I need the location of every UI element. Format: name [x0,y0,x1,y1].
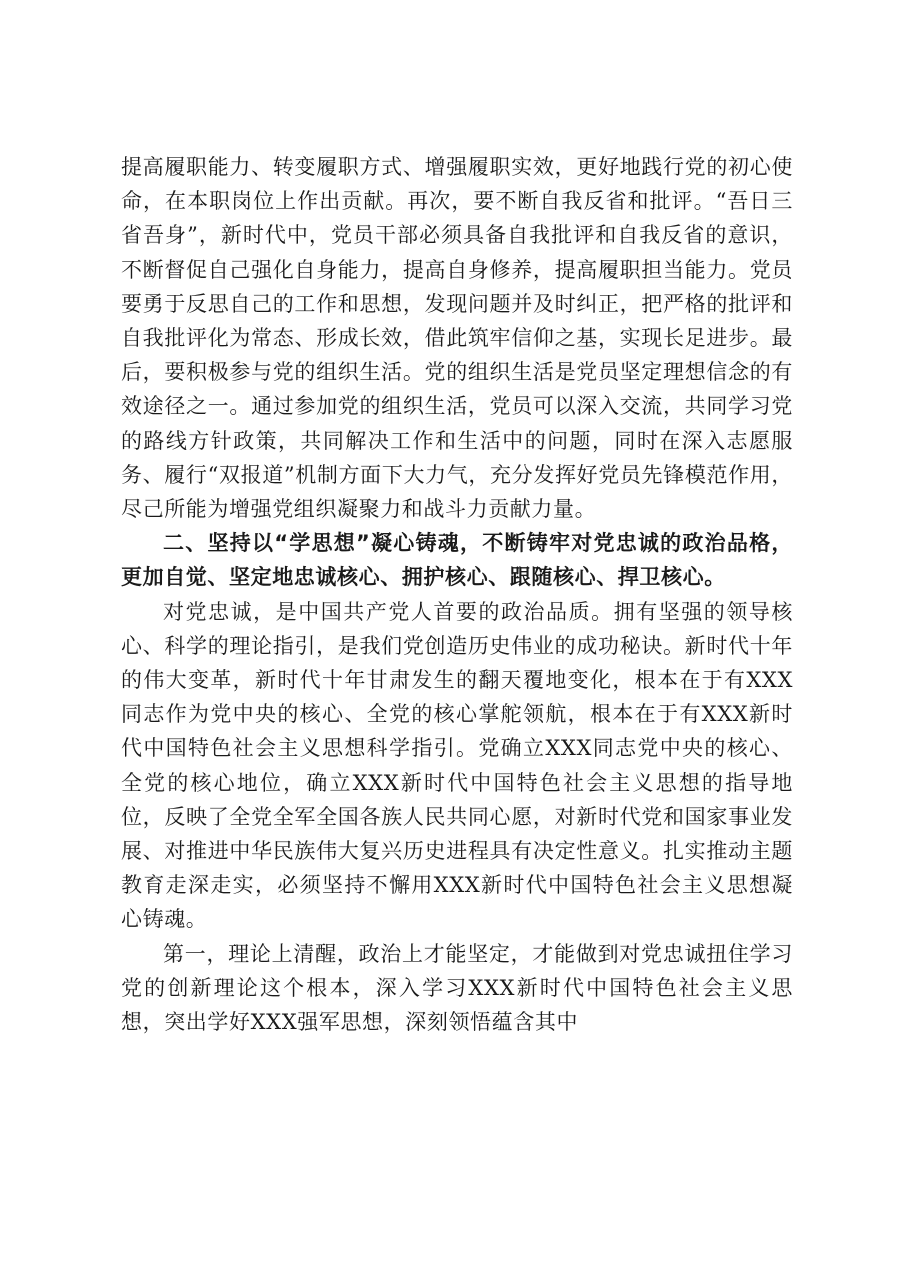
section-heading-2: 二、坚持以“学思想”凝心铸魂，不断铸牢对党忠诚的政治品格，更加自觉、坚定地忠诚核心、拥护核心、跟随核心、捍卫核心。 [121,531,793,590]
body-paragraph-2: 对党忠诚，是中国共产党人首要的政治品质。拥有坚强的领导核心、科学的理论指引，是我们党创造历史伟业的成功秘诀。新时代十年的伟大变革，新时代十年甘肃发生的翻天覆地变化，根本在于有XXX同志作为党中央的核心、全党的核心掌舵领航，根本在于有XXX新时代中国特色社会主义思想科学指引。党确立XXX同志党中央的核心、全党的核心地位，确立XXX新时代中国特色社会主义思想的指导地位，反映了全党全军全国各族人民共同心愿，对新时代党和国家事业发展、对推进中华民族伟大复兴历史进程具有决定性意义。扎实推动主题教育走深走实，必须坚持不懈用XXX新时代中国特色社会主义思想凝心铸魂。 [121,599,793,932]
body-paragraph-1: 提高履职能力、转变履职方式、增强履职实效，更好地践行党的初心使命，在本职岗位上作出贡献。再次，要不断自我反省和批评。“吾日三省吾身”，新时代中，党员干部必须具备自我批评和自我反省的意识，不断督促自己强化自身能力，提高自身修养，提高履职担当能力。党员要勇于反思自己的工作和思想，发现问题并及时纠正，把严格的批评和自我批评化为常态、形成长效，借此筑牢信仰之基，实现长足进步。最后，要积极参与党的组织生活。党的组织生活是党员坚定理想信念的有效途径之一。通过参加党的组织生活，党员可以深入交流，共同学习党的路线方针政策，共同解决工作和生活中的问题，同时在深入志愿服务、履行“双报道”机制方面下大力气，充分发挥好党员先锋模范作用，尽己所能为增强党组织凝聚力和战斗力贡献力量。 [121,155,793,522]
body-paragraph-3: 第一，理论上清醒，政治上才能坚定，才能做到对党忠诚扭住学习党的创新理论这个根本，深入学习XXX新时代中国特色社会主义思想，突出学好XXX强军思想，深刻领悟蕴含其中 [121,941,793,1035]
document-page [121,150,793,1039]
